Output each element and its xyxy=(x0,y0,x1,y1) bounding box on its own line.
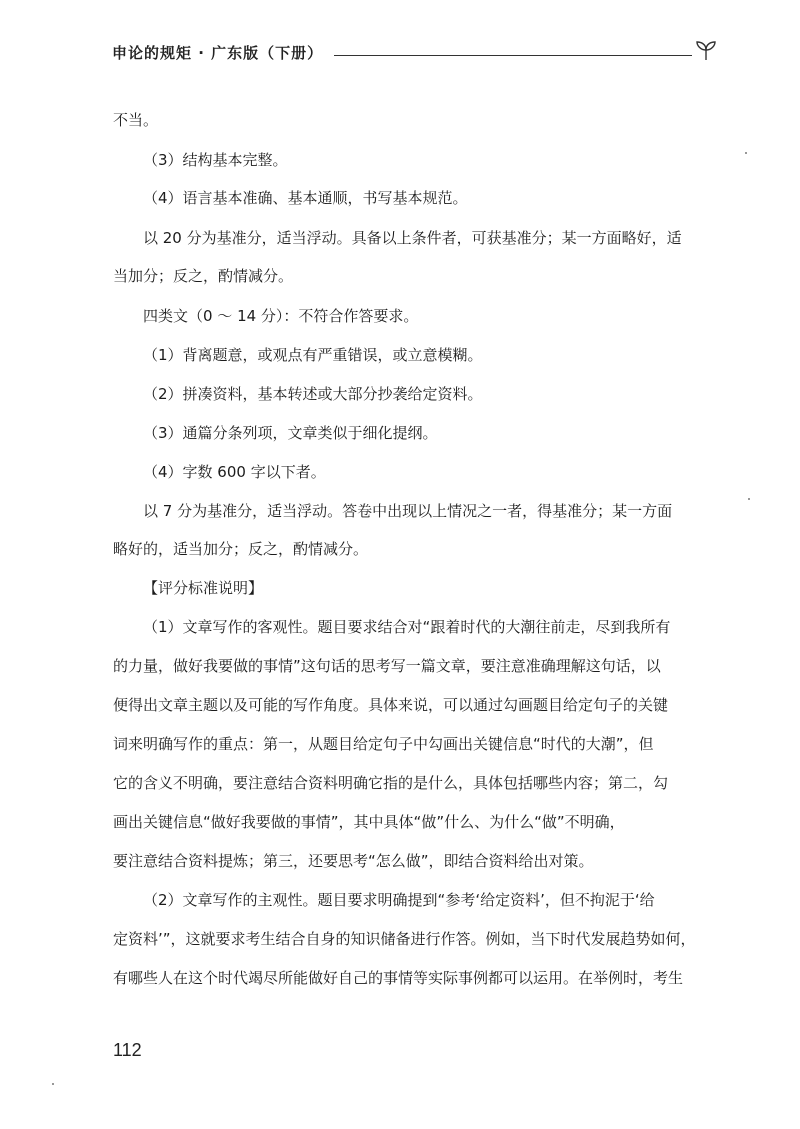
running-header xyxy=(112,38,722,68)
paragraph-line: 以 20 分为基准分，适当浮动。具备以上条件者，可获基准分；某一方面略好，适 xyxy=(143,229,682,247)
page-number: 112 xyxy=(113,1040,142,1060)
paragraph-line: （3）通篇分条列项，文章类似于细化提纲。 xyxy=(143,424,438,442)
paragraph-line: 便得出文章主题以及可能的写作角度。具体来说，可以通过勾画题目给定句子的关键 xyxy=(113,696,669,714)
paragraph-line: 略好的，适当加分；反之，酌情减分。 xyxy=(113,540,369,558)
section-heading: 【评分标准说明】 xyxy=(143,579,264,597)
paragraph-line: 词来明确写作的重点：第一，从题目给定句子中勾画出关键信息“时代的大潮”，但 xyxy=(113,735,654,753)
paragraph-line: （1）背离题意，或观点有严重错误，或立意模糊。 xyxy=(143,346,483,364)
paragraph-line: 的力量，做好我要做的事情”这句话的思考写一篇文章，要注意准确理解这句话，以 xyxy=(113,657,661,675)
paragraph-line: （3）结构基本完整。 xyxy=(143,151,288,169)
paragraph-line: 画出关键信息“做好我要做的事情”，其中具体“做”什么、为什么“做”不明确， xyxy=(113,813,625,831)
paragraph-line: 不当。 xyxy=(113,111,159,129)
scan-speck xyxy=(745,152,747,154)
scan-speck xyxy=(52,1083,54,1085)
paragraph-line: 以 7 分为基准分，适当浮动。答卷中出现以上情况之一者，得基准分；某一方面 xyxy=(143,502,673,520)
sprout-icon xyxy=(694,38,718,62)
paragraph-line: 当加分；反之，酌情减分。 xyxy=(113,267,294,285)
paragraph-line: 要注意结合资料提炼；第三，还要思考“怎么做”，即结合资料给出对策。 xyxy=(113,852,594,870)
paragraph-line: （2）拼凑资料，基本转述或大部分抄袭给定资料。 xyxy=(143,385,483,403)
book-title: 申论的规矩 · 广东版（下册） xyxy=(112,44,324,62)
scan-speck xyxy=(748,498,750,500)
paragraph-line: 它的含义不明确，要注意结合资料明确它指的是什么，具体包括哪些内容；第二，勾 xyxy=(113,774,669,792)
paragraph-line: （4）字数 600 字以下者。 xyxy=(143,463,326,481)
paragraph-line: （4）语言基本准确、基本通顺，书写基本规范。 xyxy=(143,189,468,207)
header-rule xyxy=(334,55,692,56)
paragraph-line: 四类文（0 ～ 14 分）：不符合作答要求。 xyxy=(143,307,419,325)
paragraph-line: 有哪些人在这个时代竭尽所能做好自己的事情等实际事例都可以运用。在举例时，考生 xyxy=(113,969,684,987)
paragraph-line: （1）文章写作的客观性。题目要求结合对“跟着时代的大潮往前走，尽到我所有 xyxy=(143,618,671,636)
paragraph-line: 定资料’”，这就要求考生结合自身的知识储备进行作答。例如，当下时代发展趋势如何， xyxy=(113,930,696,948)
paragraph-line: （2）文章写作的主观性。题目要求明确提到“参考‘给定资料’，但不拘泥于‘给 xyxy=(143,891,655,909)
